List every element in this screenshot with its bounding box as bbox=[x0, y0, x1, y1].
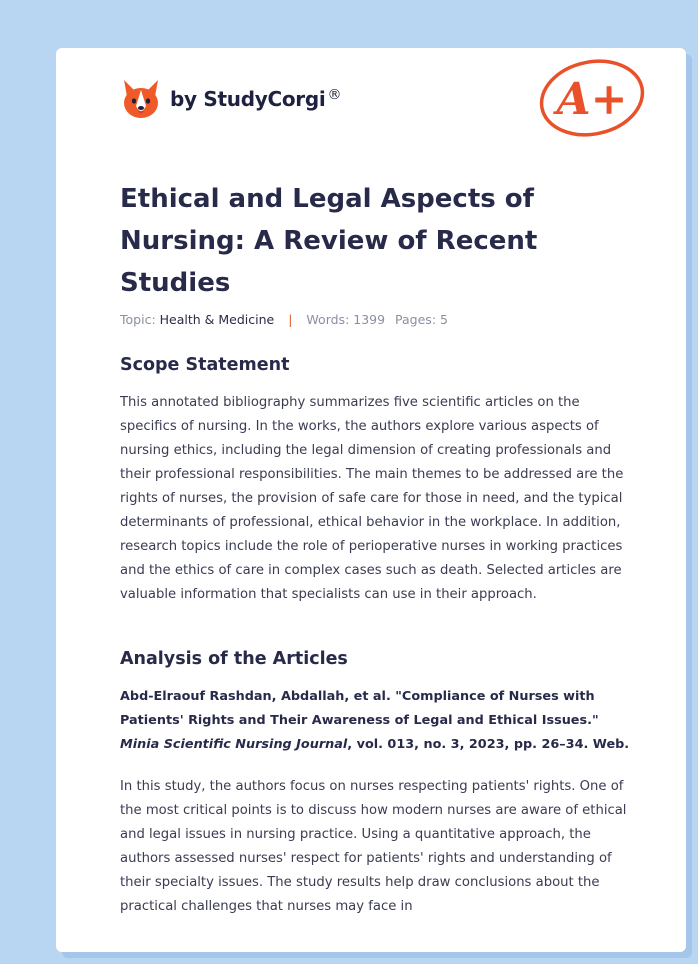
brand-header bbox=[120, 74, 341, 124]
scope-paragraph: This annotated bibliography summarizes five scientific articles on the specifics of nursing. In the works, the authors explore various aspects of nursing ethics, including the legal dimension of creating professionals and their professional responsibilities. The main themes to be addressed are the rights of nurses, the provision of safe care for those in need, and the typical determinants of professional, ethical behavior in the workplace. In addition, research topics include the role of perioperative nurses in working practices and the ethics of care in complex cases such as death. Selected articles are valuable information that specialists can use in their approach. bbox=[120, 395, 624, 602]
grade-a-plus-icon bbox=[536, 58, 648, 140]
citation-journal: Minia Scientific Nursing Journal bbox=[120, 737, 348, 752]
topic-link[interactable]: Health & Medicine bbox=[159, 312, 275, 327]
registered-mark: ® bbox=[327, 87, 342, 103]
scope-heading: Scope Statement bbox=[120, 355, 290, 375]
document-meta bbox=[120, 312, 448, 327]
page-title: Ethical and Legal Aspects of Nursing: A Review of Recent Studies bbox=[120, 184, 538, 298]
citation-main: Abd-Elraouf Rashdan, Abdallah, et al. "Compliance of Nurses with Patients' Rights and Their Awareness of Legal and Ethical Issues." bbox=[120, 689, 599, 728]
corgi-logo-icon bbox=[120, 76, 162, 122]
analysis-paragraph: In this study, the authors focus on nurses respecting patients' rights. One of the most critical points is to discuss how modern nurses are aware of ethical and legal issues in nursing practice. Using a quantitative approach, the authors assessed nurses' respect for patients' rights and understanding of their specialty issues. The study results help draw conclusions about the practical challenges that nurses may face in bbox=[120, 779, 627, 914]
grade-text: A+ bbox=[556, 74, 628, 125]
citation bbox=[120, 685, 636, 757]
word-count: Words: 1399 bbox=[306, 312, 386, 327]
meta-separator: | bbox=[288, 312, 293, 327]
page-count: Pages: 5 bbox=[395, 312, 448, 327]
topic-label: Topic: bbox=[120, 312, 156, 327]
analysis-heading: Analysis of the Articles bbox=[120, 649, 348, 669]
brand-name: by StudyCorgi bbox=[170, 87, 326, 111]
document-page bbox=[56, 48, 686, 952]
citation-tail: , vol. 013, no. 3, 2023, pp. 26–34. Web. bbox=[347, 737, 630, 752]
